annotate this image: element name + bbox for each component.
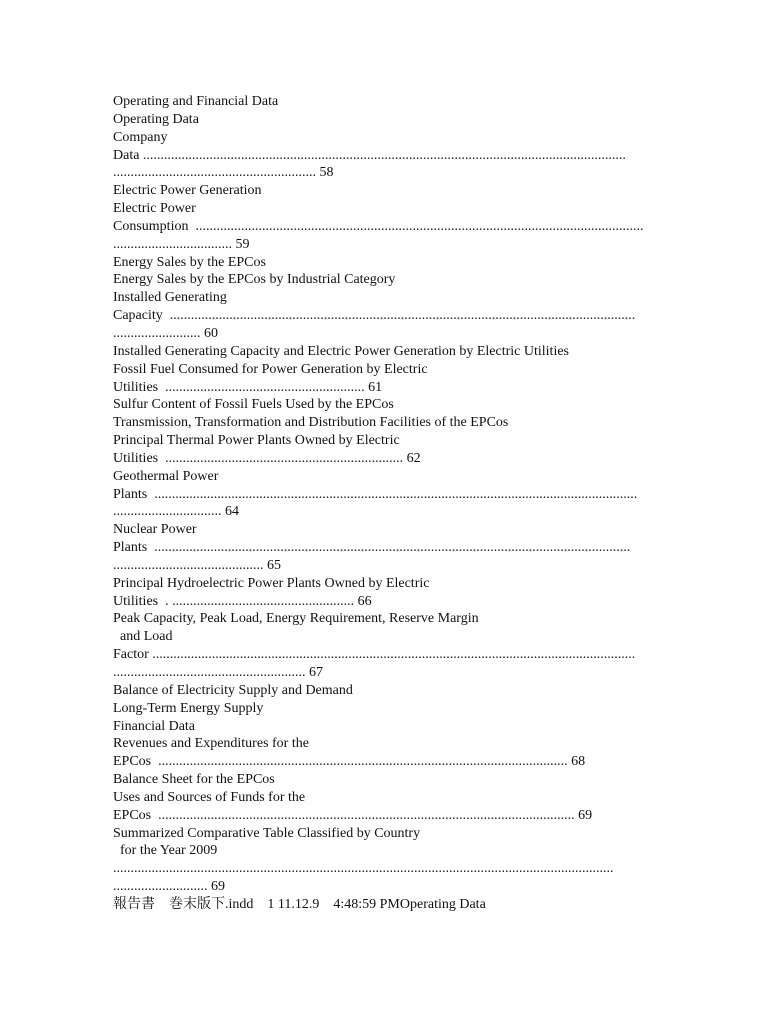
toc-line: Factor ..........................................................................................................................................: [113, 647, 636, 663]
toc-line: Operating Data: [113, 111, 199, 127]
toc-line: and Load: [113, 629, 173, 645]
toc-line: Capacity .....................................................................................................................................: [113, 308, 636, 324]
toc-line: Uses and Sources of Funds for the: [113, 789, 306, 805]
toc-line: for the Year 2009: [113, 843, 218, 859]
toc-line: Summarized Comparative Table Classified by Country: [113, 825, 421, 841]
toc-line: Balance Sheet for the EPCos: [113, 772, 275, 788]
toc-line: Consumption ................................................................................................................................: [113, 218, 644, 234]
toc-line: Transmission, Transformation and Distribution Facilities of the EPCos: [113, 415, 509, 431]
table-of-contents: [113, 93, 653, 914]
toc-line: Peak Capacity, Peak Load, Energy Requirement, Reserve Margin: [113, 611, 479, 627]
toc-line: Geothermal Power: [113, 468, 219, 484]
toc-line: EPCos ..................................................................................................................... 68: [113, 754, 586, 770]
toc-line: .......................................................... 58: [113, 165, 334, 181]
toc-line: Nuclear Power: [113, 522, 197, 538]
toc-line: ........................... 69: [113, 879, 225, 895]
toc-line: Sulfur Content of Fossil Fuels Used by the EPCos: [113, 397, 394, 413]
toc-line: Electric Power: [113, 201, 196, 217]
toc-line: Operating and Financial Data: [113, 94, 279, 109]
toc-line: Financial Data: [113, 718, 196, 734]
toc-line: Installed Generating Capacity and Electric Power Generation by Electric Utilities: [113, 343, 569, 359]
toc-line: Energy Sales by the EPCos by Industrial Category: [113, 272, 396, 288]
toc-line: Fossil Fuel Consumed for Power Generation by Electric: [113, 361, 428, 377]
toc-line: Principal Hydroelectric Power Plants Owned by Electric: [113, 575, 430, 591]
toc-line: EPCos ....................................................................................................................... 69: [113, 807, 593, 823]
toc-line: Data ..........................................................................................................................................: [113, 147, 626, 163]
toc-line: ....................................................... 67: [113, 665, 323, 680]
toc-line: Revenues and Expenditures for the: [113, 736, 309, 752]
toc-line: Utilities ......................................................... 61: [113, 379, 383, 395]
toc-line: Utilities . .................................................... 66: [113, 593, 372, 609]
toc-line: ......................... 60: [113, 325, 218, 341]
toc-line: .................................. 59: [113, 236, 250, 252]
toc-line: Long-Term Energy Supply: [113, 700, 264, 716]
toc-line: Principal Thermal Power Plants Owned by Electric: [113, 433, 400, 449]
toc-line: Installed Generating: [113, 290, 227, 306]
toc-line: ............................... 64: [113, 504, 239, 520]
slug-line: 報告書 巻末版下.indd 1 11.12.9 4:48:59 PMOperating Data: [113, 896, 486, 912]
toc-line: ........................................... 65: [113, 557, 281, 573]
toc-line: ...............................................................................................................................................: [113, 861, 614, 877]
toc-line: Utilities .................................................................... 62: [113, 450, 421, 466]
toc-line: Balance of Electricity Supply and Demand: [113, 682, 353, 698]
toc-line: Plants ..........................................................................................................................................: [113, 486, 638, 502]
toc-line: Energy Sales by the EPCos: [113, 254, 266, 270]
toc-line: Company: [113, 129, 168, 145]
toc-line: Electric Power Generation: [113, 183, 262, 199]
toc-line: Plants ........................................................................................................................................: [113, 540, 631, 556]
